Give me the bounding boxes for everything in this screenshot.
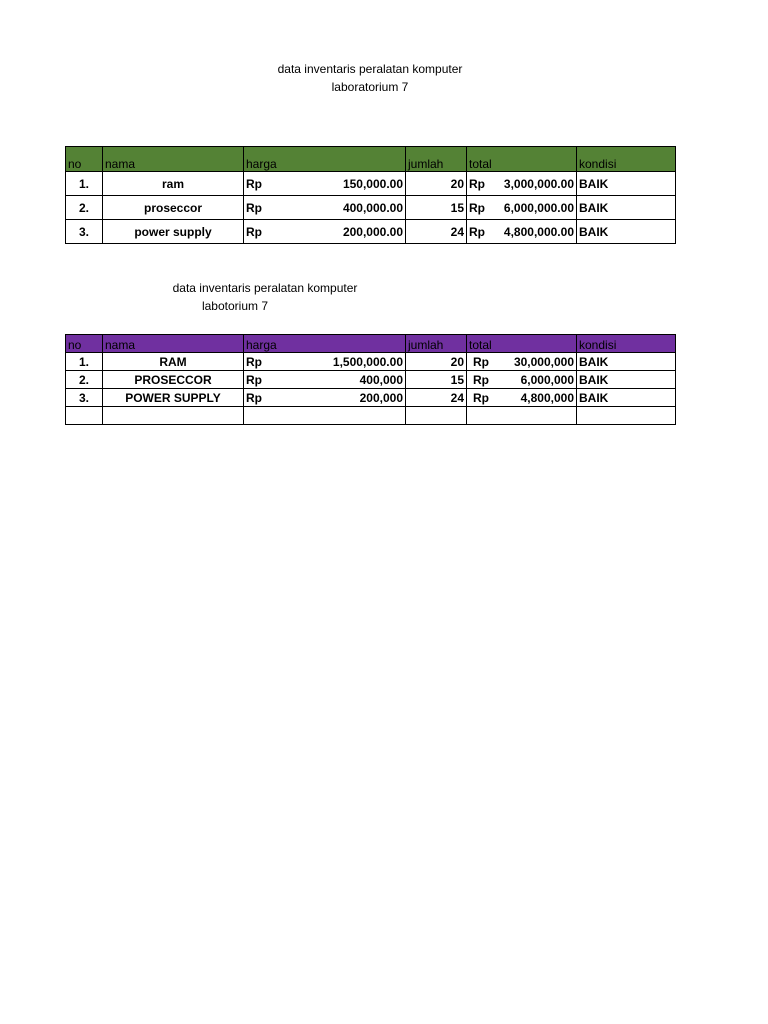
header-kondisi: kondisi — [577, 335, 676, 353]
empty-cell — [66, 407, 103, 425]
cell-harga — [244, 220, 406, 244]
cell-harga — [244, 196, 406, 220]
empty-cell — [467, 407, 577, 425]
cell-harga — [244, 172, 406, 196]
currency: Rp — [469, 176, 485, 191]
currency: Rp — [473, 354, 489, 369]
cell-harga — [244, 389, 406, 407]
table-row — [66, 220, 676, 244]
cell-no: 1. — [66, 172, 103, 196]
table-row — [66, 172, 676, 196]
amount: 3,000,000.00 — [503, 176, 574, 191]
table-row — [66, 196, 676, 220]
currency: Rp — [246, 176, 262, 191]
currency: Rp — [473, 372, 489, 387]
cell-nama: power supply — [103, 220, 244, 244]
cell-nama: RAM — [103, 353, 244, 371]
cell-kondisi: BAIK — [577, 220, 676, 244]
amount: 200,000 — [359, 390, 403, 405]
currency: Rp — [246, 224, 262, 239]
empty-cell — [103, 407, 244, 425]
cell-total — [467, 196, 577, 220]
cell-total — [467, 172, 577, 196]
header-nama: nama — [103, 335, 244, 353]
cell-nama: PROSECCOR — [103, 371, 244, 389]
table-header-row — [66, 147, 676, 172]
currency: Rp — [246, 200, 262, 215]
cell-no: 1. — [66, 353, 103, 371]
cell-jumlah: 24 — [406, 220, 467, 244]
empty-row — [66, 407, 676, 425]
cell-jumlah: 20 — [406, 172, 467, 196]
section2-title-line2: labotorium 7 — [201, 299, 269, 313]
cell-kondisi: BAIK — [577, 353, 676, 371]
header-kondisi: kondisi — [577, 147, 676, 172]
section2-title-line1: data inventaris peralatan komputer — [172, 281, 358, 295]
cell-no: 2. — [66, 196, 103, 220]
currency: Rp — [473, 390, 489, 405]
currency: Rp — [246, 354, 262, 369]
cell-nama: proseccor — [103, 196, 244, 220]
header-jumlah: jumlah — [406, 335, 467, 353]
cell-harga — [244, 371, 406, 389]
cell-kondisi: BAIK — [577, 172, 676, 196]
amount: 150,000.00 — [342, 176, 403, 191]
inventory-table-2 — [65, 334, 676, 425]
cell-harga — [244, 353, 406, 371]
cell-kondisi: BAIK — [577, 371, 676, 389]
cell-total — [467, 353, 577, 371]
currency: Rp — [469, 200, 485, 215]
amount: 6,000,000.00 — [503, 200, 574, 215]
currency: Rp — [246, 390, 262, 405]
table-header-row — [66, 335, 676, 353]
amount: 6,000,000 — [520, 372, 574, 387]
amount: 4,800,000 — [520, 390, 574, 405]
cell-jumlah: 20 — [406, 353, 467, 371]
cell-jumlah: 15 — [406, 196, 467, 220]
header-no: no — [66, 147, 103, 172]
cell-total — [467, 389, 577, 407]
table-row — [66, 389, 676, 407]
empty-cell — [406, 407, 467, 425]
cell-total — [467, 220, 577, 244]
cell-no: 3. — [66, 220, 103, 244]
amount: 200,000.00 — [342, 224, 403, 239]
amount: 1,500,000.00 — [332, 354, 403, 369]
cell-no: 3. — [66, 389, 103, 407]
header-no: no — [66, 335, 103, 353]
amount: 4,800,000.00 — [503, 224, 574, 239]
table-row — [66, 353, 676, 371]
cell-no: 2. — [66, 371, 103, 389]
cell-kondisi: BAIK — [577, 196, 676, 220]
header-jumlah: jumlah — [406, 147, 467, 172]
inventory-table-1 — [65, 146, 676, 244]
amount: 30,000,000 — [513, 354, 574, 369]
cell-jumlah: 15 — [406, 371, 467, 389]
amount: 400,000.00 — [342, 200, 403, 215]
header-harga: harga — [244, 147, 406, 172]
table-row — [66, 371, 676, 389]
cell-kondisi: BAIK — [577, 389, 676, 407]
empty-cell — [577, 407, 676, 425]
header-nama: nama — [103, 147, 244, 172]
section1-title-line2: laboratorium 7 — [331, 80, 409, 94]
cell-nama: ram — [103, 172, 244, 196]
cell-total — [467, 371, 577, 389]
currency: Rp — [469, 224, 485, 239]
header-total: total — [467, 147, 577, 172]
cell-nama: POWER SUPPLY — [103, 389, 244, 407]
cell-jumlah: 24 — [406, 389, 467, 407]
empty-cell — [244, 407, 406, 425]
currency: Rp — [246, 372, 262, 387]
header-harga: harga — [244, 335, 406, 353]
amount: 400,000 — [359, 372, 403, 387]
header-total: total — [467, 335, 577, 353]
section1-title-line1: data inventaris peralatan komputer — [277, 62, 463, 76]
